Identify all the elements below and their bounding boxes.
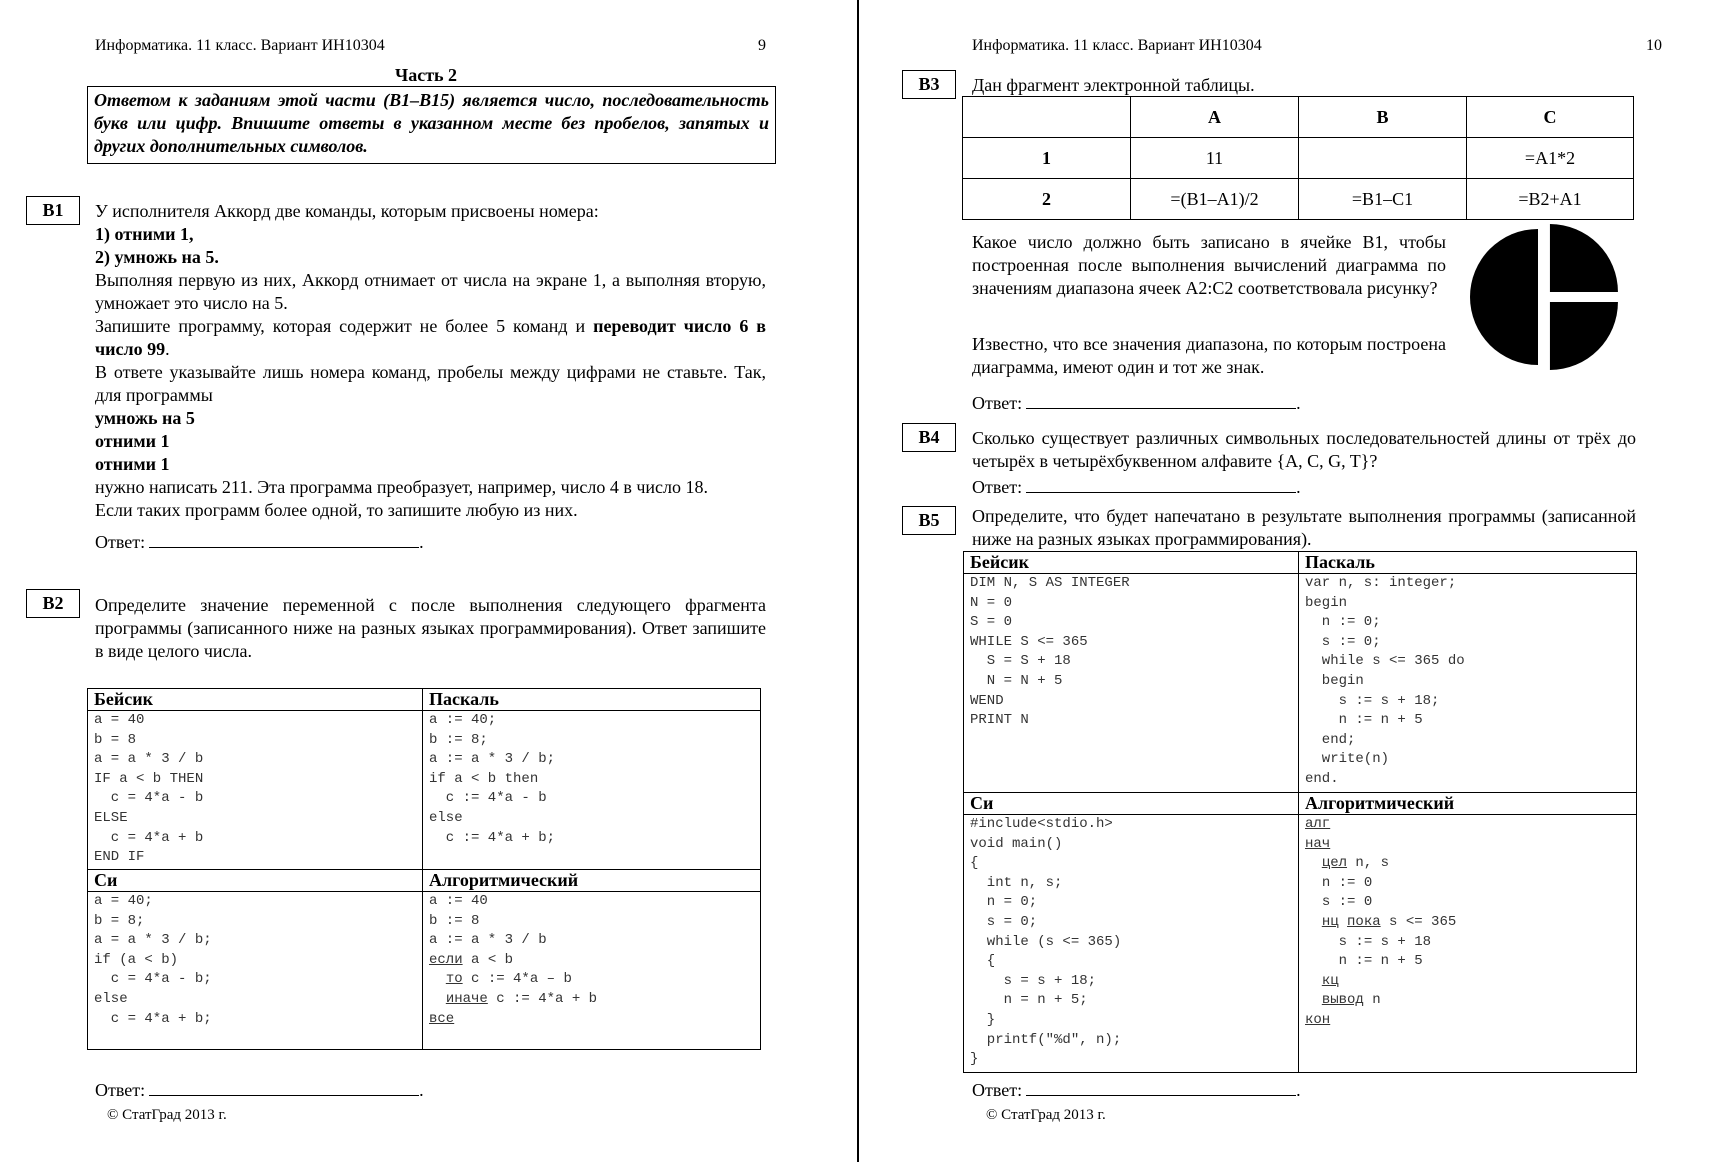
- code-line: a := a * 3 / b: [429, 932, 547, 949]
- pie-chart: [1470, 222, 1620, 372]
- b1-text-2-start: Запишите программу, которая содержит не более 5 команд и: [95, 316, 594, 336]
- b2-code-table: [87, 688, 761, 1050]
- keyword: пока: [1347, 913, 1381, 930]
- code-line: a := 40: [429, 893, 488, 909]
- b3-answer: Ответ: .: [972, 393, 1301, 413]
- b4-text: Сколько существует различных символьных последовательностей длины от трёх до четырёх в четырёхбуквенном алфавите {A, C, G, T}?: [972, 428, 1636, 471]
- b1-example-2: отними 1: [95, 431, 170, 451]
- part-title: Часть 2: [395, 65, 458, 85]
- pie-slice-B2: [1550, 224, 1618, 292]
- b5-pascal-header: Паскаль: [1299, 552, 1637, 574]
- code-line: n: [1363, 992, 1381, 1009]
- keyword: вывод: [1321, 992, 1364, 1009]
- code-line: b := 8: [429, 912, 480, 929]
- b1-text-2-bold: переводит число 6 в число 99: [95, 316, 766, 359]
- footer: © СтатГрад 2013 г.: [107, 1107, 227, 1123]
- b5-code-table: [963, 551, 1637, 1073]
- b2-basic-code: a = 40 b = 8 a = a * 3 / b IF a < b THEN c = 4*a - b ELSE c = 4*a + b END IF: [94, 712, 204, 866]
- page-divider: [857, 0, 859, 1162]
- b5-answer-field[interactable]: [1026, 1078, 1296, 1096]
- spreadsheet-corner: [963, 97, 1131, 138]
- keyword: кон: [1305, 1011, 1331, 1028]
- b5-algo-code: [1305, 815, 1630, 1031]
- b2-pascal-code: a := 40; b := 8; a := a * 3 / b; if a < b then c := 4*a - b else c := 4*a + b;: [429, 712, 556, 846]
- task-label-b1: В1: [26, 196, 80, 225]
- instruction-text: Ответом к заданиям этой части (В1–В15) является число, последовательность букв или цифр. Впишите ответы в указанном месте без пробелов, запятых и других дополнительных символов.: [94, 90, 769, 156]
- b4-answer-label: Ответ:: [972, 477, 1023, 497]
- b1-example-1: умножь на 5: [95, 408, 195, 428]
- b2-answer: Ответ: .: [95, 1080, 424, 1100]
- keyword: нц: [1321, 913, 1339, 930]
- spreadsheet-cell: =A1*2: [1467, 138, 1634, 179]
- code-line: s := 0: [1321, 894, 1373, 911]
- b1-command-1: 1) отними 1,: [95, 224, 194, 244]
- spreadsheet-table: [962, 96, 1634, 220]
- keyword: если: [429, 951, 463, 968]
- task-label-b4: В4: [902, 423, 956, 452]
- keyword: нач: [1305, 835, 1331, 852]
- code-line: n := n + 5: [1338, 953, 1423, 970]
- task-label-b2: В2: [26, 589, 80, 618]
- instruction-box: [87, 86, 776, 164]
- keyword: алг: [1305, 816, 1331, 832]
- spreadsheet-cell: 11: [1131, 138, 1299, 179]
- b5-answer-label: Ответ:: [972, 1080, 1023, 1100]
- b1-text-3: В ответе указывайте лишь номера команд, пробелы между цифрами не ставьте. Так, для программы: [95, 362, 766, 405]
- task-label-b5: В5: [902, 506, 956, 535]
- b5-basic-code: DIM N, S AS INTEGER N = 0 S = 0 WHILE S <= 365 S = S + 18 N = N + 5 WEND PRINT N: [970, 575, 1130, 729]
- b5-pascal-code: var n, s: integer; begin n := 0; s := 0; while s <= 365 do begin s := s + 18; n := n + 5 end; write(n) end.: [1305, 575, 1465, 787]
- task-b1: [95, 200, 766, 554]
- code-line: a < b: [462, 951, 514, 968]
- page-right: [860, 0, 1718, 1162]
- page-number: 9: [758, 37, 766, 54]
- spreadsheet-cell: =B2+A1: [1467, 179, 1634, 220]
- task-label-b3: В3: [902, 70, 956, 99]
- b3-answer-field[interactable]: [1026, 391, 1296, 409]
- page-number: 10: [1646, 37, 1662, 54]
- footer: © СтатГрад 2013 г.: [986, 1107, 1106, 1123]
- spreadsheet-col-header: B: [1299, 97, 1467, 138]
- b1-text-1: Выполняя первую из них, Аккорд отнимает от числа на экране 1, а выполняя вторую, умножает это число на 5.: [95, 270, 766, 313]
- spreadsheet-cell: =B1–C1: [1299, 179, 1467, 220]
- b1-example-3: отними 1: [95, 454, 170, 474]
- pie-slice-C2: [1550, 302, 1618, 370]
- b1-intro: У исполнителя Аккорд две команды, которым присвоены номера:: [95, 201, 599, 221]
- b2-c-header: Си: [88, 870, 423, 892]
- b1-text-5: Если таких программ более одной, то запишите любую из них.: [95, 500, 578, 520]
- b1-answer: Ответ: .: [95, 532, 424, 552]
- pie-slice-A2: [1470, 229, 1538, 365]
- spreadsheet-cell: =(B1–A1)/2: [1131, 179, 1299, 220]
- keyword: все: [429, 1010, 455, 1027]
- b2-text: Определите значение переменной c после выполнения следующего фрагмента программы (записанного ниже на разных языках программирования). Ответ запишите в виде целого числа.: [95, 595, 766, 661]
- code-line: n := 0: [1321, 874, 1373, 891]
- b1-answer-label: Ответ:: [95, 532, 146, 552]
- b4-answer-field[interactable]: [1026, 475, 1296, 493]
- keyword: иначе: [445, 990, 488, 1007]
- b3-intro: Дан фрагмент электронной таблицы.: [972, 75, 1255, 95]
- b1-answer-field[interactable]: [149, 530, 419, 548]
- b3-note: Известно, что все значения диапазона, по которым построена диаграмма, имеют один и тот же знак.: [972, 334, 1446, 377]
- b1-text-2: [95, 315, 766, 361]
- b3-question: Какое число должно быть записано в ячейке B1, чтобы построенная после выполнения вычислений диаграмма по значениям диапазона ячеек A2:C2 соответствовала рисунку?: [972, 232, 1446, 298]
- page-left: [0, 0, 858, 1162]
- spreadsheet-row-header: 1: [963, 138, 1131, 179]
- code-line: n, s: [1347, 855, 1390, 872]
- b1-text-4: нужно написать 211. Эта программа преобразует, например, число 4 в число 18.: [95, 477, 708, 497]
- spreadsheet-cell: [1299, 138, 1467, 179]
- b2-pascal-header: Паскаль: [423, 689, 761, 711]
- b2-algo-code: [429, 892, 754, 1029]
- b5-c-header: Си: [964, 793, 1299, 815]
- keyword: кц: [1321, 972, 1339, 989]
- code-line: c := 4*a + b: [487, 990, 598, 1007]
- spreadsheet-col-header: C: [1467, 97, 1634, 138]
- b2-algo-header: Алгоритмический: [423, 870, 761, 892]
- page-header: Информатика. 11 класс. Вариант ИН10304: [95, 37, 385, 54]
- b2-c-code: a = 40; b = 8; a = a * 3 / b; if (a < b) c = 4*a - b; else c = 4*a + b;: [94, 893, 212, 1027]
- code-line: s := s + 18: [1338, 933, 1432, 950]
- b5-c-code: #include<stdio.h> void main() { int n, s; n = 0; s = 0; while (s <= 365) { s = s + 18; n = n + 5; } printf("%d", n); }: [970, 816, 1122, 1068]
- b5-text: Определите, что будет напечатано в результате выполнения программы (записанной ниже на разных языках программирования).: [972, 506, 1636, 549]
- b2-answer-field[interactable]: [149, 1078, 419, 1096]
- keyword: цел: [1321, 855, 1348, 872]
- keyword: то: [445, 971, 463, 988]
- b5-basic-header: Бейсик: [964, 552, 1299, 574]
- code-line: c := 4*a – b: [462, 971, 572, 988]
- b2-answer-label: Ответ:: [95, 1080, 146, 1100]
- b1-command-2: 2) умножь на 5.: [95, 247, 219, 267]
- b1-text-2-end: .: [165, 339, 170, 359]
- b5-answer: Ответ: .: [972, 1080, 1301, 1100]
- page-header: Информатика. 11 класс. Вариант ИН10304: [972, 37, 1262, 54]
- code-line: s <= 365: [1380, 913, 1457, 930]
- b4-answer: Ответ: .: [972, 477, 1301, 497]
- spreadsheet-row-header: 2: [963, 179, 1131, 220]
- b2-basic-header: Бейсик: [88, 689, 423, 711]
- spreadsheet-col-header: A: [1131, 97, 1299, 138]
- b5-algo-header: Алгоритмический: [1299, 793, 1637, 815]
- b3-answer-label: Ответ:: [972, 393, 1023, 413]
